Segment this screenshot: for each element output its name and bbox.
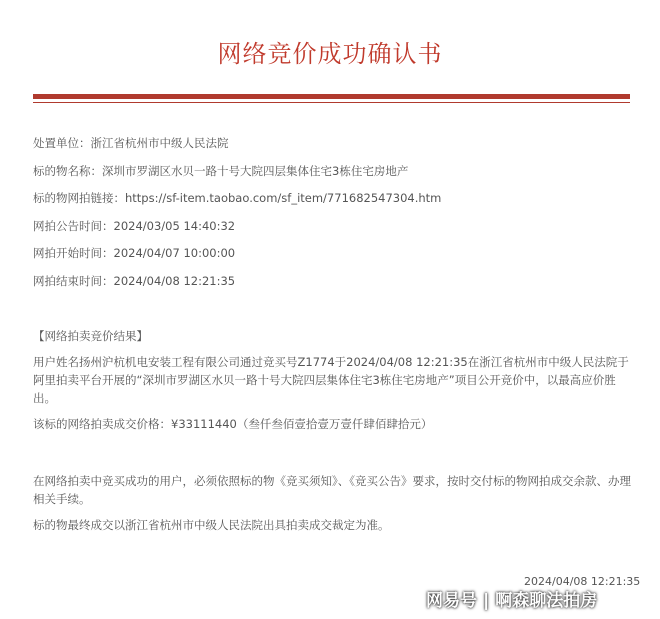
date-stamp: 2024/04/08 12:21:35 [524, 575, 641, 588]
notice-paragraph: 在网络拍卖中竞买成功的用户，必须依照标的物《竞买须知》、《竞买公告》要求，按时交付标的物网拍成交余款、办理相关手续。 [33, 474, 631, 506]
info-row-announce-time [33, 216, 630, 236]
auction-info-list [33, 133, 630, 298]
info-value: 2024/03/05 14:40:32 [113, 218, 236, 233]
info-row-item-name [33, 161, 630, 181]
info-value: 2024/04/08 12:21:35 [113, 273, 236, 288]
auction-result-section [33, 327, 633, 441]
info-label: 标的物网拍链接： [33, 191, 125, 205]
watermark-source: 网易号 [426, 591, 477, 611]
result-heading: 【网络拍卖竞价结果】 [33, 329, 148, 343]
info-row-start-time [33, 243, 630, 263]
watermark [426, 586, 597, 611]
watermark-separator: | [483, 591, 490, 611]
info-value: 深圳市罗湖区水贝一路十号大院四层集体住宅3栋住宅房地产 [102, 163, 409, 178]
watermark-account: 啊森聊法拍房 [495, 591, 598, 611]
notice-section [33, 472, 633, 542]
info-row-item-link [33, 188, 630, 208]
page-title: 网络竞价成功确认书 [217, 40, 443, 68]
info-label: 网拍结束时间： [33, 273, 114, 288]
info-value: 2024/04/07 10:00:00 [113, 246, 236, 260]
info-label: 处置单位： [33, 136, 91, 150]
info-row-disposal-unit [33, 133, 630, 153]
notice-paragraph: 标的物最终成交以浙江省杭州市中级人民法院出具拍卖成交裁定为准。 [33, 518, 390, 532]
info-label: 网拍开始时间： [33, 246, 114, 260]
info-value: 浙江省杭州市中级人民法院 [90, 136, 229, 150]
info-row-end-time [33, 271, 630, 291]
info-label: 标的物名称： [33, 163, 102, 178]
info-label: 网拍公告时间： [33, 218, 114, 233]
title-divider-thin [33, 102, 630, 103]
result-price: 该标的网络拍卖成交价格：¥33111440（叁仟叁佰壹拾壹万壹仟肆佰肆拾元） [33, 417, 433, 431]
title-divider-thick [33, 94, 630, 99]
item-link[interactable]: https://sf-item.taobao.com/sf_item/771682547304.htm [125, 191, 442, 205]
result-body: 用户姓名扬州沪杭机电安装工程有限公司通过竞买号Z1774于2024/04/08 12:21:35在浙江省杭州市中级人民法院于阿里拍卖平台开展的“深圳市罗湖区水贝一路十号大院四层集体住宅3栋住宅房地产”项目公开竞价中，以最高应价胜出。 [33, 355, 629, 405]
